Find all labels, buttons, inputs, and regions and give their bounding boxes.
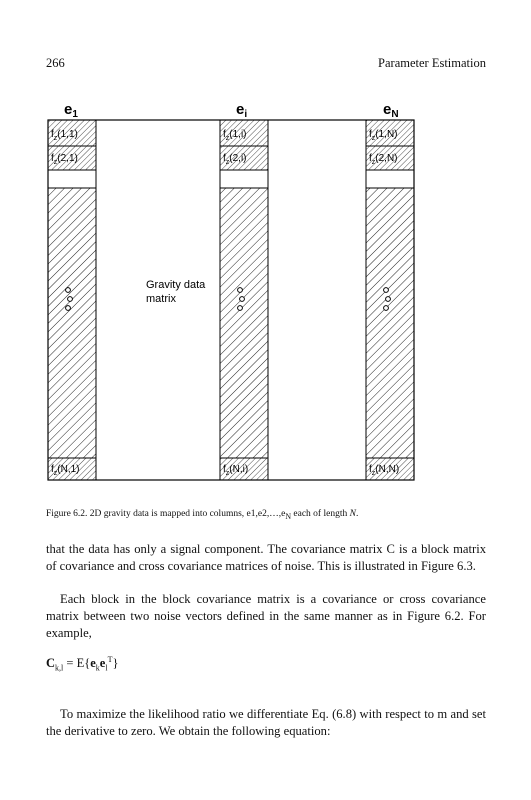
center-label-line1: Gravity data	[146, 279, 206, 291]
paragraph-2: Each block in the block covariance matrix is a covariance or cross covariance matrix between two noise vectors defined in the same manner as in Figure 6.2. For example,	[46, 592, 486, 640]
column-label-1: $e_1$	[64, 101, 78, 120]
column-body-1	[48, 188, 96, 458]
cell-label-1-1: $f_z(1,1)$	[51, 129, 78, 142]
center-label-line2: matrix	[146, 293, 176, 305]
cell-label-n-n: $f_z(N,N)$	[369, 464, 400, 477]
cell-label-n-i: $f_z(N,i)$	[223, 464, 249, 477]
cell-label-2-i: $f_z(2,i)$	[223, 153, 247, 166]
paragraph-1: that the data has only a signal component. The covariance matrix C is a block matrix of covariance and cross covariance matrices of noise. This is illustrated in Figure 6.3.	[46, 542, 486, 573]
column-body-i	[220, 188, 268, 458]
cell-label-n-1: $f_z(N,1)$	[51, 464, 80, 477]
cell-label-1-i: $f_z(1,i)$	[223, 129, 247, 142]
column-label-n: $e_N$	[383, 101, 399, 120]
cell-label-2-1: $f_z(2,1)$	[51, 153, 78, 166]
page-number: 266	[46, 56, 65, 70]
cell-label-2-n: $f_z(2,N)$	[369, 153, 398, 166]
column-label-i: $e_i$	[236, 101, 248, 120]
cell-label-1-n: $f_z(1,N)$	[369, 129, 398, 142]
figure-caption: Figure 6.2. 2D gravity data is mapped into columns, $e1,e2,\dots,e_N$ each of length N.	[46, 509, 359, 521]
figure-diagram	[44, 98, 420, 484]
gravity-data-figure	[44, 98, 420, 484]
page-header	[46, 56, 486, 74]
running-head: Parameter Estimation	[378, 56, 486, 70]
column-body-n	[366, 188, 414, 458]
paragraph-3: To maximize the likelihood ratio we differentiate Eq. (6.8) with respect to m and set the derivative to zero. We obtain the following equation:	[46, 707, 486, 738]
covariance-equation: $C_{k,l} = E\{e_ke_l^T\}$	[46, 655, 119, 673]
